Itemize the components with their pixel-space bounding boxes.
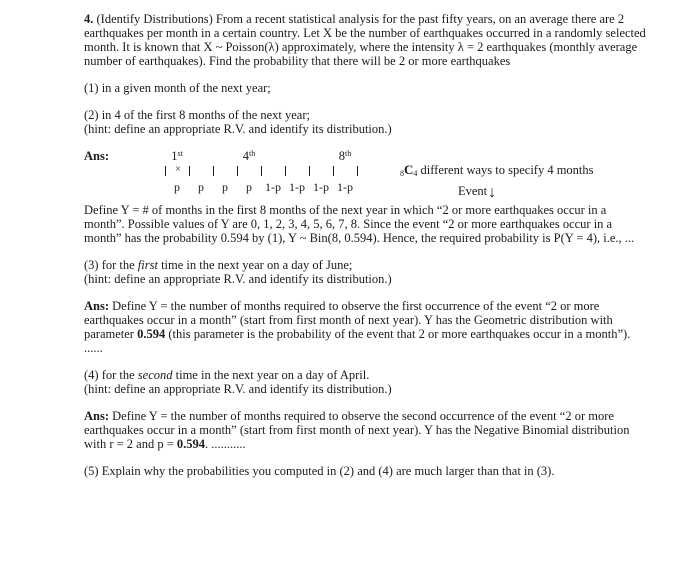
document-content (84, 12, 648, 491)
diagram-annotations (400, 149, 594, 201)
answer-2-label: Ans: (84, 149, 110, 163)
tick-segment-7 (309, 166, 333, 176)
prob-label: p (246, 180, 252, 194)
part-3-hint: (hint: define an appropriate R.V. and identify its distribution.) (84, 272, 392, 286)
tick-segment-5 (261, 166, 285, 176)
tick-segment-1 (165, 166, 189, 176)
part-3-emphasis: first (137, 258, 158, 272)
timeline-probabilities (165, 180, 358, 194)
month-4-ordinal: th (249, 149, 256, 158)
tick-segment-6 (285, 166, 309, 176)
tick-segment-8 (333, 166, 357, 176)
month-label-spacer (189, 149, 213, 164)
combinations-text: different ways to specify 4 months (417, 163, 594, 177)
cross-mark: × (175, 164, 181, 175)
part-3 (84, 258, 648, 286)
combinations-formula (400, 163, 594, 178)
month-1-number: 1 (171, 149, 178, 163)
tick-segment-2 (189, 166, 213, 176)
problem-statement-text: (Identify Distributions) From a recent statistical analysis for the past fifty years, on an average there are 2 earthquakes per month in a certain country. Let X be the number of earthquakes occurred in a randomly selected month. It is known that X ~ Poisson(λ) approximately, where the intensity λ = 2 earthquakes (monthly average number of earthquakes). Find the probability that there will be 2 or more earthquakes (84, 12, 646, 68)
part-4-suffix: time in the next year on a day of April. (172, 368, 370, 382)
prob-label: 1-p (313, 180, 329, 194)
part-4 (84, 368, 648, 396)
prob-label: p (174, 180, 180, 194)
answer-3-label: Ans: (84, 299, 110, 313)
month-label-4th (237, 149, 261, 164)
part-2-hint: (hint: define an appropriate R.V. and identify its distribution.) (84, 122, 392, 136)
prob-label: p (198, 180, 204, 194)
answer-4-text-1: Define Y = the number of months required to observe the second occurrence of the event “2 or more earthquakes occur in a month” (start from first month of next year). Y has the Negative Binomial distribution with r = 2 and p = (84, 409, 630, 451)
part-1 (84, 81, 648, 95)
answer-3 (84, 299, 648, 355)
answer-2-body (84, 203, 648, 245)
month-1-ordinal: st (177, 149, 183, 158)
combinations-k: 4 (413, 169, 418, 178)
month-label-spacer (309, 149, 333, 164)
tick-segment-4 (237, 166, 261, 176)
event-label: Event (458, 184, 488, 198)
answer-4-label: Ans: (84, 409, 110, 423)
month-label-spacer (213, 149, 237, 164)
tick-segment-3 (213, 166, 237, 176)
months-timeline (165, 149, 358, 194)
answer-2-diagram (84, 149, 648, 201)
part-4-emphasis: second (137, 368, 173, 382)
problem-number: 4. (84, 12, 94, 26)
prob-label: p (222, 180, 228, 194)
down-arrow-icon: ↓ (488, 184, 497, 201)
answer-4-text-2: . ........... (205, 437, 246, 451)
part-3-suffix: time in the next year on a day of June; (157, 258, 353, 272)
event-pointer (400, 184, 594, 201)
answer-2-body-text: Define Y = # of months in the first 8 months of the next year in which “2 or more earthquakes occur in a month”. Possible values of Y are 0, 1, 2, 3, 4, 5, 6, 7, 8. Since the event “2 or more earthquakes occur in a month” has the probability 0.594 by (1), Y ~ Bin(8, 0.594). Hence, the required probability is P(Y = 4), i.e., ... (84, 203, 635, 245)
answer-4-parameter: 0.594 (176, 437, 206, 451)
month-label-spacer (285, 149, 309, 164)
answer-4 (84, 409, 648, 451)
timeline-ticks (165, 166, 358, 176)
combinations-letter: C (404, 162, 414, 177)
month-8-ordinal: th (345, 149, 352, 158)
part-1-text: (1) in a given month of the next year; (84, 81, 271, 95)
part-2-text: (2) in 4 of the first 8 months of the next year; (84, 108, 310, 122)
part-5-text: (5) Explain why the probabilities you computed in (2) and (4) are much larger than that in (3). (84, 464, 555, 478)
part-5 (84, 464, 648, 478)
combinations-n: 8 (400, 169, 404, 178)
month-label-spacer (261, 149, 285, 164)
month-8-number: 8 (338, 149, 345, 163)
month-label-1st (165, 149, 189, 164)
part-4-prefix: (4) for the (84, 368, 138, 382)
answer-3-text-1: Define Y = the number of months required to observe the first occurrence of the event “2 or more earthquakes occur in a month” (start from first month of next year). Y has the Geometric distribution with parameter (84, 299, 613, 341)
prob-label: 1-p (337, 180, 353, 194)
prob-label: 1-p (265, 180, 281, 194)
part-4-hint: (hint: define an appropriate R.V. and identify its distribution.) (84, 382, 392, 396)
prob-label: 1-p (289, 180, 305, 194)
timeline-month-labels (165, 149, 358, 164)
answer-3-text-2: (this parameter is the probability of the event that 2 or more earthquakes occur in a month”). ...... (84, 327, 631, 355)
part-2 (84, 108, 648, 136)
problem-statement (84, 12, 648, 68)
part-3-prefix: (3) for the (84, 258, 138, 272)
month-label-8th (333, 149, 357, 164)
answer-3-parameter: 0.594 (137, 327, 166, 341)
month-4-number: 4 (242, 149, 249, 163)
